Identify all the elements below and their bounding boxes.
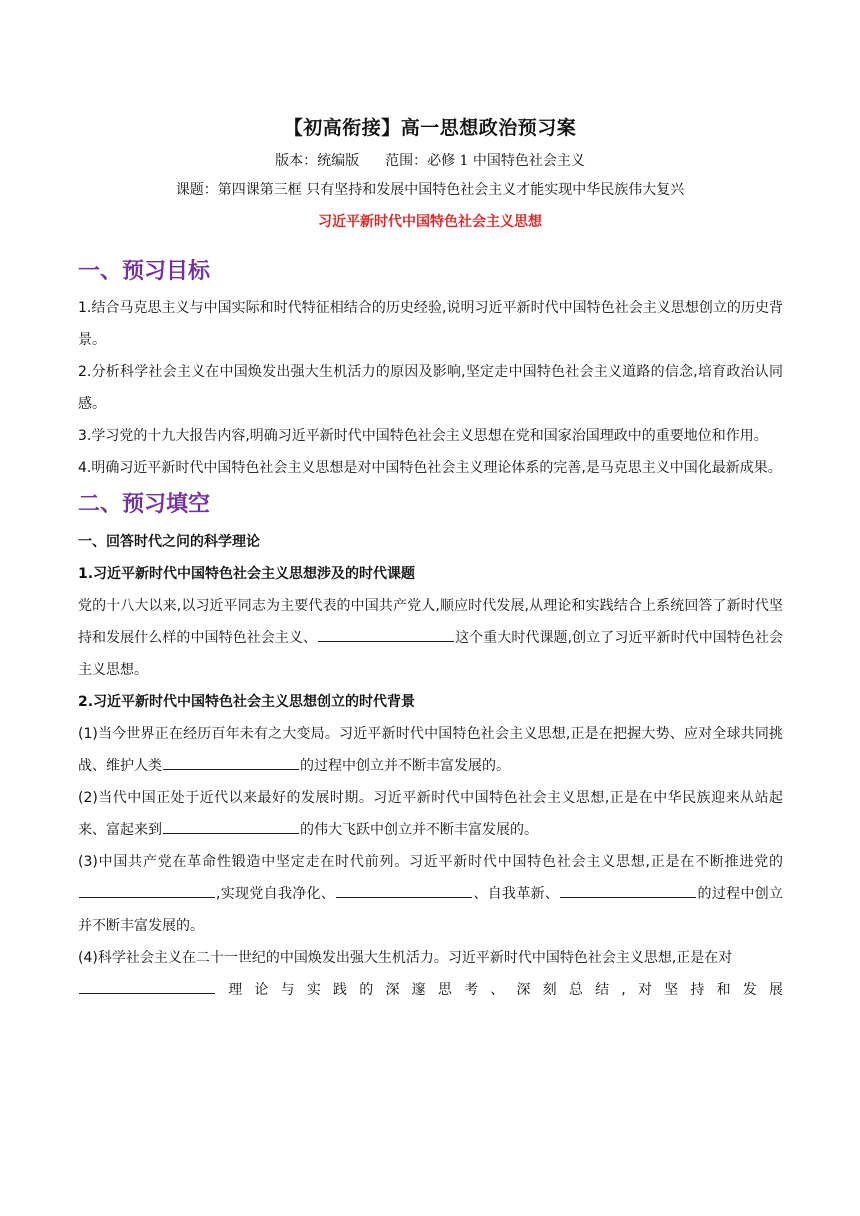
answer-blank[interactable] (79, 883, 215, 898)
question-paragraph: 党的十八大以来,以习近平同志为主要代表的中国共产党人,顺应时代发展,从理论和实践结合上系统回答了新时代坚持和发展什么样的中国特色社会主义、 这个重大时代课题,创立了习近平新时代中国特色社会主义思想。 (78, 598, 784, 678)
question-paragraph-continued: 理论与实践的深邃思考、深刻总结,对坚持和发展 (78, 974, 783, 1006)
question-title: 2.习近平新时代中国特色社会主义思想创立的时代背景 (78, 694, 416, 710)
document-header (0, 115, 860, 232)
answer-blank[interactable] (336, 883, 472, 898)
objective-item: 3.学习党的十九大报告内容,明确习近平新时代中国特色社会主义思想在党和国家治国理政中的重要地位和作用。 (78, 428, 768, 444)
answer-blank[interactable] (79, 979, 215, 994)
objective-item: 1.结合马克思主义与中国实际和时代特征相结合的历史经验,说明习近平新时代中国特色社会主义思想创立的历史背景。 (78, 300, 783, 348)
question-title: 1.习近平新时代中国特色社会主义思想涉及的时代课题 (78, 566, 416, 582)
answer-blank[interactable] (163, 819, 299, 834)
document-body (78, 255, 783, 1006)
document-title: 【初高衔接】高一思想政治预习案 (283, 117, 577, 139)
answer-blank[interactable] (318, 627, 454, 642)
scope-label: 范围：必修 1 中国特色社会主义 (385, 153, 585, 169)
lesson-subject: 课题：第四课第三框 只有坚持和发展中国特色社会主义才能实现中华民族伟大复兴 (175, 182, 685, 198)
objective-item: 2.分析科学社会主义在中国焕发出强大生机活力的原因及影响,坚定走中国特色社会主义道路的信念,培育政治认同感。 (78, 364, 783, 412)
answer-blank[interactable] (560, 883, 696, 898)
section-heading-fill-blanks: 二、预习填空 (78, 492, 211, 517)
question-paragraph: (1)当今世界正在经历百年未有之大变局。习近平新时代中国特色社会主义思想,正是在把握大势、应对全球共同挑战、维护人类 的过程中创立并不断丰富发展的。 (78, 726, 783, 774)
question-paragraph: (2)当代中国正处于近代以来最好的发展时期。习近平新时代中国特色社会主义思想,正是在中华民族迎来从站起来、富起来到 的伟大飞跃中创立并不断丰富发展的。 (78, 790, 783, 838)
edition-scope-line (0, 151, 860, 171)
question-paragraph: (4)科学社会主义在二十一世纪的中国焕发出强大生机活力。习近平新时代中国特色社会主义思想,正是在对 (78, 950, 733, 966)
answer-blank[interactable] (163, 755, 299, 770)
topic-heading: 习近平新时代中国特色社会主义思想 (318, 214, 542, 230)
section-heading-objectives: 一、预习目标 (78, 259, 211, 284)
subsection-heading: 一、回答时代之问的科学理论 (78, 534, 260, 550)
question-paragraph: (3)中国共产党在革命性锻造中坚定走在时代前列。习近平新时代中国特色社会主义思想,正是在不断推进党的,实现党自我净化、 、自我革新、 的过程中创立并不断丰富发展的。 (78, 854, 784, 934)
objective-item: 4.明确习近平新时代中国特色社会主义思想是对中国特色社会主义理论体系的完善,是马克思主义中国化最新成果。 (78, 460, 782, 476)
edition-label: 版本：统编版 (275, 153, 360, 169)
